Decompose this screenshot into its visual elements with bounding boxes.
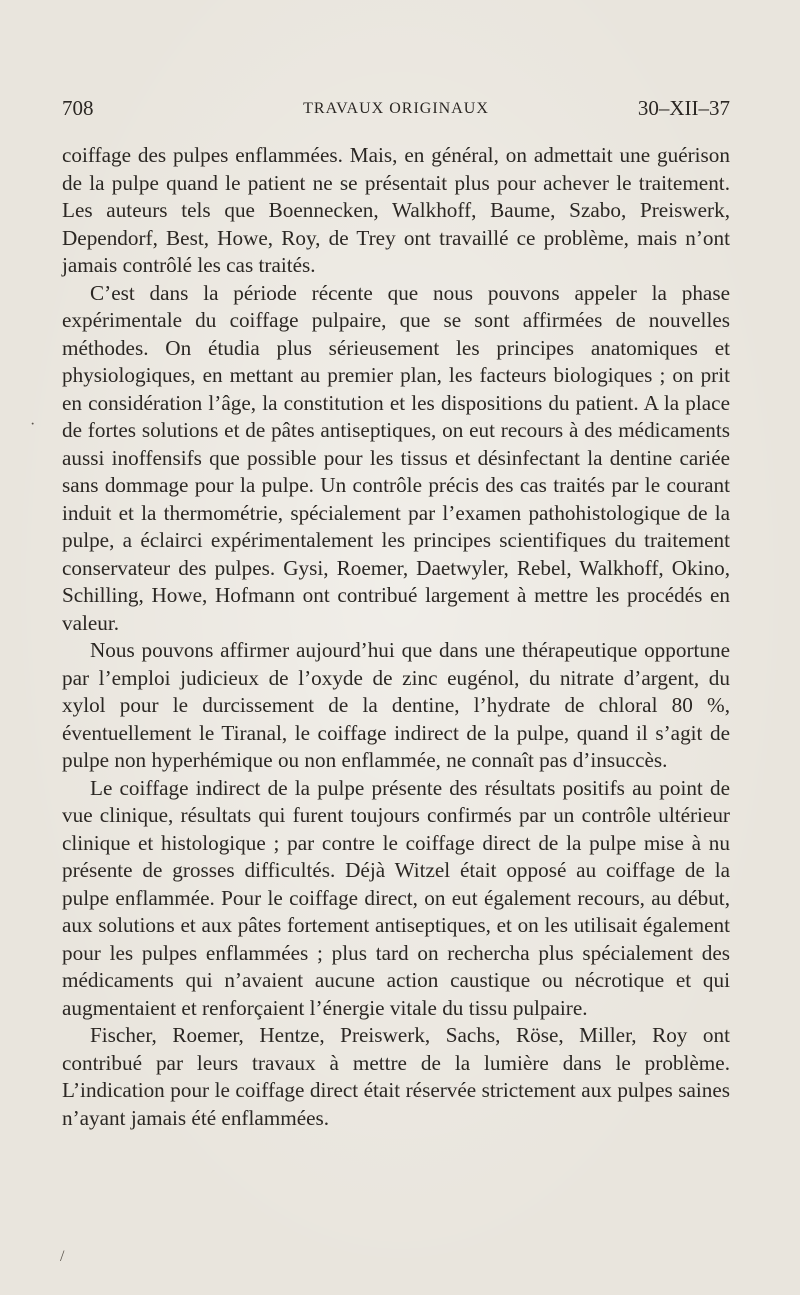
header-date: 30–XII–37 [637,96,730,120]
stray-mark: / [60,1248,65,1265]
page-number: 708 [62,96,94,120]
page-header [62,96,730,126]
paragraph-3: Nous pouvons affirmer aujourd’hui que dans une thérapeutique opportune par l’emploi judicieux de l’oxyde de zinc eugénol, du nitrate d’argent, du xylol pour le durcissement de la dentine, l’hydrate de chloral 80 %, éventuellement le Tiranal, le coiffage indirect de la pulpe, quand il s’agit de pulpe non hyperhémique ou non enflammée, ne connaît pas d’insuccès. [62,638,730,772]
paragraph-1: coiffage des pulpes enflammées. Mais, en général, on admettait une guérison de la pulpe quand le patient ne se présentait plus pour achever le traitement. Les auteurs tels que Boennecken, Walkhoff, Baume, Szabo, Preiswerk, Dependorf, Best, Howe, Roy, de Trey ont travaillé ce problème, mais n’ont jamais contrôlé les cas traités. [62,143,730,277]
paragraph-2: C’est dans la période récente que nous pouvons appeler la phase expérimentale du coiffage pulpaire, que se sont affirmées de nouvelles méthodes. On étudia plus sérieusement les principes anatomiques et physiologiques, en mettant au premier plan, les facteurs biologiques ; on prit en considération l’âge, la constitution et les dispositions du patient. A la place de fortes solutions et de pâtes antiseptiques, on eut recours à des médicaments aussi inoffensifs que possible pour les tissus et désinfectant la dentine cariée sans dommage pour la pulpe. Un contrôle précis des cas traités par le courant induit et la thermométrie, spécialement par l’examen pathohistologique de la pulpe, a éclairci expérimentalement les principes scientifiques du traitement conservateur des pulpes. Gysi, Roemer, Daetwyler, Rebel, Walkhoff, Okino, Schilling, Howe, Hofmann ont contribué largement à mettre les procédés en valeur. [62,280,730,635]
paragraph-4: Le coiffage indirect de la pulpe présente des résultats positifs au point de vue clinique, résultats qui furent toujours confirmés par un contrôle ultérieur clinique et histologique ; par contre le coiffage direct de la pulpe mise à nu présente de grosses difficultés. Déjà Witzel était opposé au coiffage de la pulpe enflammée. Pour le coiffage direct, on eut également recours, au début, aux solutions et aux pâtes fortement antiseptiques, et on les utilisait également pour les pulpes enflammées ; plus tard on rechercha plus spécialement des médicaments qui n’avaient aucune action caustique ou nécrotique et qui augmentaient et renforçaient l’énergie vitale du tissu pulpaire. [62,775,730,1020]
margin-mark: · [30,416,36,433]
running-head: TRAVAUX ORIGINAUX [303,100,489,117]
body-text [62,142,730,1132]
paragraph-5: Fischer, Roemer, Hentze, Preiswerk, Sachs, Röse, Miller, Roy ont contribué par leurs travaux à mettre de la lumière dans le problème. L’indication pour le coiffage direct était réservée strictement aux pulpes saines n’ayant jamais été enflammées. [62,1023,730,1130]
